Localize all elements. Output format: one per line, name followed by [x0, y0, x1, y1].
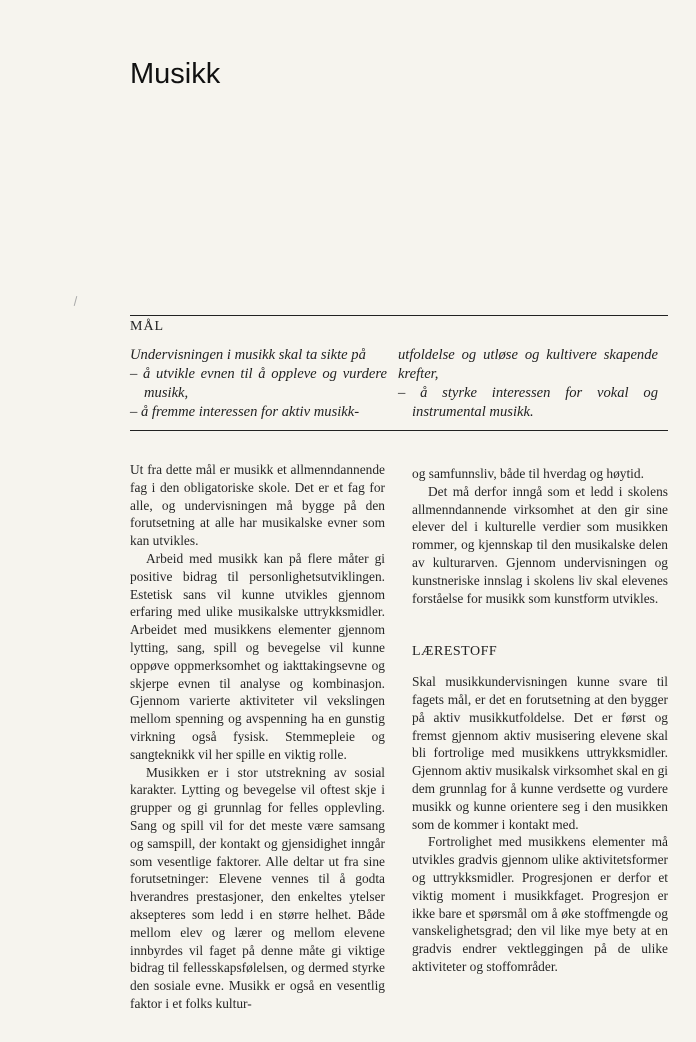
body-left-column	[130, 461, 385, 1013]
goal-item: – å utvikle evnen til å oppleve og vurdere musikk,	[130, 366, 387, 401]
body-paragraph: Det må derfor inngå som et ledd i skolens allmenndannende virksomhet at den gir sine elever del i kulturelle verdier som musikken rommer, og kjennskap til den musikalske delen av kulturarven. Gjennom undervisningen og kunstneriske innslag i skolens liv skal elevenes forståelse for musikk som kunstform utvikles.	[412, 483, 668, 606]
goal-item: – å styrke interessen for vokal og instrumental musikk.	[398, 385, 658, 420]
goal-item-continued: utfoldelse og utløse og kultivere skapende krefter,	[398, 347, 658, 382]
goals-bottom-rule	[130, 430, 668, 431]
goal-item: – å fremme interessen for aktiv musikk-	[130, 404, 360, 420]
goals-left-column	[130, 346, 387, 422]
section-heading: LÆRESTOFF	[412, 644, 498, 660]
body-paragraph: Arbeid med musikk kan på flere måter gi positive bidrag til personlighetsutviklingen. Estetisk sans vil kunne utvikles gjennom erfaring med ulike musikalske uttrykksmidler. Arbeidet med musikkens elementer gjennom lytting, sang, spill og bevegelse vil kunne oppøve oppmerksomhet og iakttakingsevne og skjerpe evnen til analyse og kombinasjon. Gjennom varierte aktiviteter vil vekslingen mellom spenning og avspenning ha en gunstig virkning også fysisk. Stemmepleie og sangteknikk vil her spille en viktig rolle.	[130, 550, 385, 762]
body-right-column	[412, 465, 668, 976]
section-paragraph: Fortrolighet med musikkens elementer må utvikles gradvis gjennom ulike aktivitetsformer og uttrykksmidler. Progresjonen er derfor et viktig moment i musikkfaget. Progresjon er ikke bare et spørsmål om å øke stoffmengde og vanskelighetsgrad; den vil like mye bety at en gradvis endrer vektleggingen på de ulike aktiviteter og stoffområder.	[412, 834, 668, 974]
goals-top-rule	[130, 315, 668, 316]
body-paragraph: Ut fra dette mål er musikk et allmenndannende fag i den obligatoriske skole. Det er et fag for alle, og undervisningen må bygge på den forutsetning at alle har musikalske evner som kan utvikles.	[130, 462, 385, 549]
body-paragraph: og samfunnsliv, både til hverdag og høytid.	[412, 466, 644, 481]
scan-mark	[74, 296, 78, 306]
section-paragraph: Skal musikkundervisningen kunne svare til fagets mål, er det en forutsetning at den bygger på aktiv musikkutfoldelse. Det er først og fremst gjennom aktiv musisering elevene skal bli fortrolige med musikkens uttrykksmidler. Gjennom aktiv musikalsk virksomhet skal en gi dem grunnlag for å kunne verdsette og vurdere musikk og kunne orientere seg i den musikken som de kommer i kontakt med.	[412, 674, 668, 832]
page-title: Musikk	[130, 58, 221, 90]
goals-intro: Undervisningen i musikk skal ta sikte på	[130, 347, 366, 363]
body-paragraph: Musikken er i stor utstrekning av sosial karakter. Lytting og bevegelse vil oftest skje i grupper og gi grunnlag for felles opplevling. Sang og spill vil for det meste være samsang og samspill, der kontakt og gjensidighet inngår som vesentlige faktorer. Alle deltar ut fra sine forutsetninger: Elevene vennes til å godta hverandres prestasjoner, den enkeltes ytelser aksepteres som ledd i en større helhet. Både mellom elev og lærer og mellom elevene innbyrdes vil faget på denne måte gi viktige bidrag til fellesskapsfølelsen, og dermed styrke den sosiale evne. Musikk er også en vesentlig faktor i et folks kultur-	[130, 764, 385, 1011]
goals-heading: MÅL	[130, 319, 165, 334]
goals-right-column	[398, 346, 658, 422]
